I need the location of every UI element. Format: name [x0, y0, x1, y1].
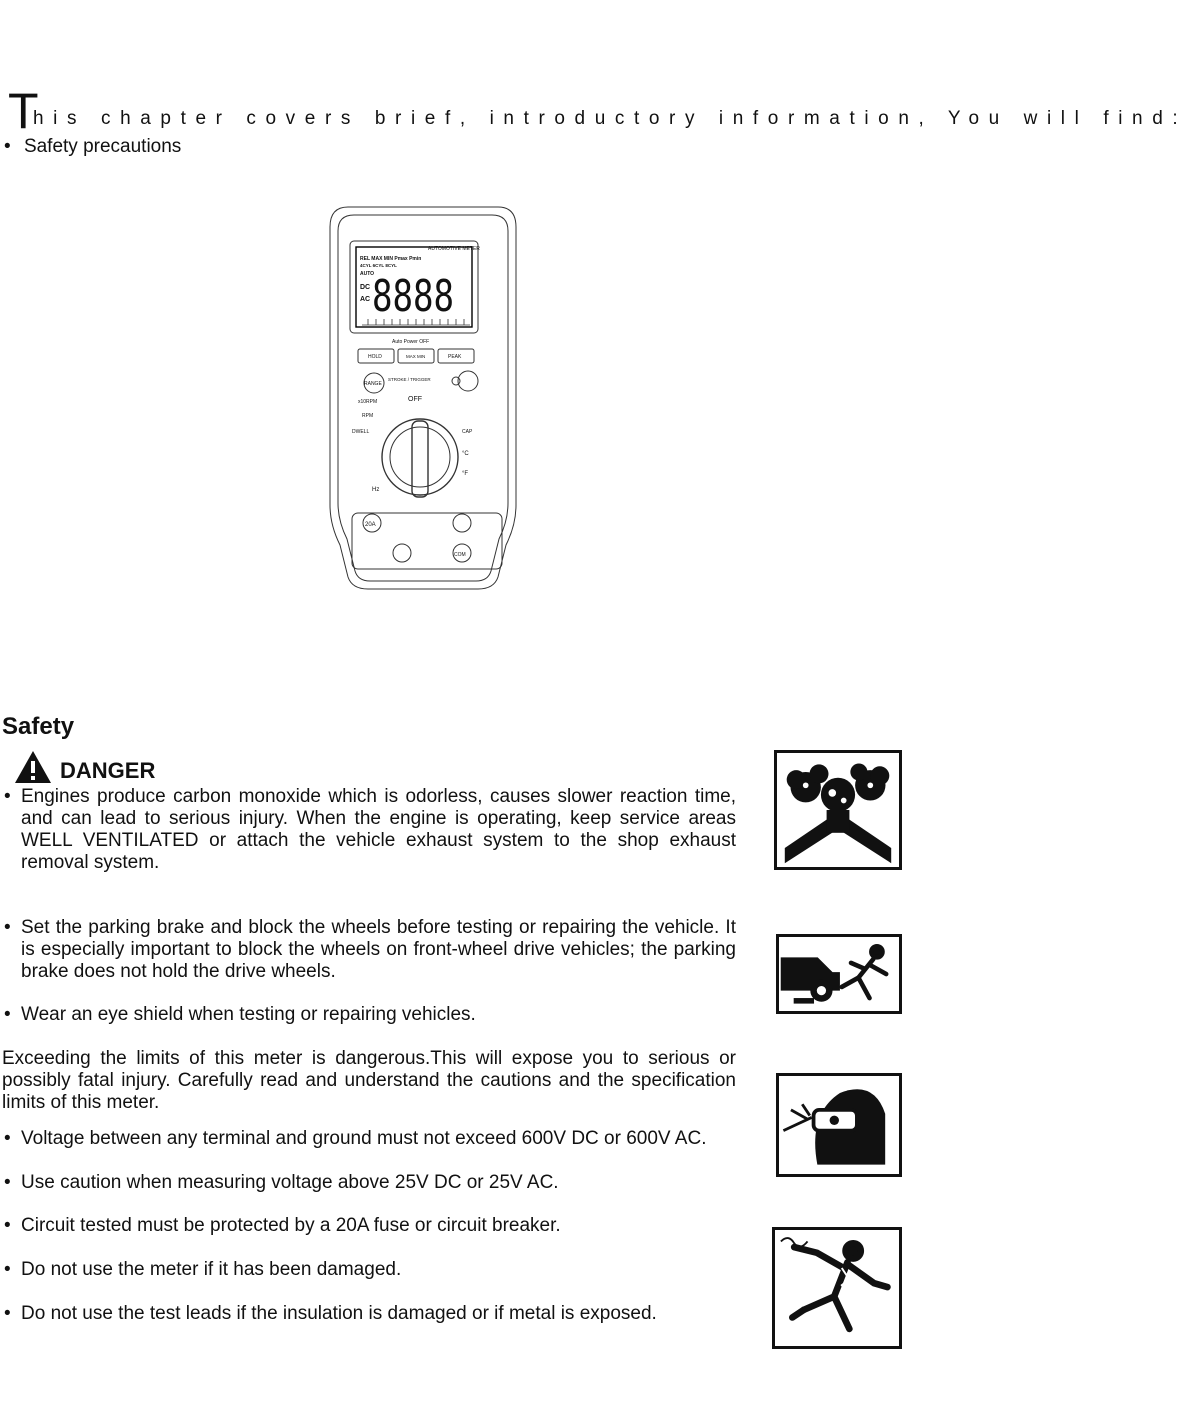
meter-dial-f: °F — [462, 471, 469, 477]
meter-dial-rpm: RPM — [362, 413, 374, 419]
limit-bullet-text: Do not use the test leads if the insulation is damaged or if metal is exposed. — [21, 1303, 657, 1324]
danger-bullet-text: Set the parking brake and block the wheels before testing or repairing the vehicle. It is especially important to block the wheels on front-wheel drive vehicles; the parking brake does not hold the drive wheels. — [21, 917, 736, 982]
meter-stroke-label: STROKE / TRIGGER — [388, 377, 431, 382]
intro-bullet-text: Safety precautions — [23, 136, 182, 157]
danger-bullet-text: Wear an eye shield when testing or repairing vehicles. — [21, 1004, 476, 1025]
meter-digits: 8888 — [372, 271, 454, 322]
meter-lcd-row1: REL MAX MIN Pmax Pmin — [360, 256, 422, 262]
bullet-dot: • — [4, 1128, 11, 1149]
meter-dial-c: °C — [462, 451, 469, 457]
meter-lcd-row2: 4CYL 6CYL 8CYL — [360, 263, 397, 268]
meter-dial-off: OFF — [408, 396, 422, 403]
intro-text: his chapter covers brief, introductory information, You will find: — [33, 108, 1187, 129]
safety-heading: Safety — [2, 713, 75, 740]
meter-peak-button: PEAK — [448, 354, 462, 360]
limit-bullet-text: Do not use the meter if it has been damaged. — [21, 1259, 402, 1280]
eye-protection-icon — [776, 1073, 902, 1177]
bullet-dot: • — [4, 136, 11, 157]
bullet-dot: • — [4, 1259, 11, 1280]
meter-auto-power: Auto Power OFF — [392, 339, 430, 345]
limit-bullet-text: Voltage between any terminal and ground must not exceed 600V DC or 600V AC. — [21, 1128, 707, 1149]
list-item — [4, 1215, 736, 1239]
meter-20a-jack: 20A — [365, 522, 376, 528]
list-item — [4, 1004, 736, 1028]
electric-shock-icon — [772, 1227, 902, 1349]
intro-line — [8, 83, 1187, 139]
meter-dial-x10rpm: x10RPM — [358, 399, 378, 405]
danger-bullet-text: Engines produce carbon monoxide which is odorless, causes slower reaction time, and can lead to serious injury. When the engine is operating, keep service areas WELL VENTILATED or attach the vehicle exhaust system to the shop exhaust removal system. — [21, 786, 736, 873]
meter-ac: AC — [360, 296, 371, 303]
bullet-dot: • — [4, 1215, 11, 1236]
list-item — [4, 1172, 736, 1196]
bullet-dot: • — [4, 1004, 11, 1025]
bullet-dot: • — [4, 786, 11, 807]
list-item — [4, 1259, 736, 1283]
multimeter-illustration — [328, 205, 518, 591]
meter-com-jack: COM — [454, 552, 466, 558]
intro-dropcap: T — [8, 83, 39, 139]
meter-maxmin-button: MAX MIN — [406, 354, 426, 359]
meter-dc: DC — [360, 284, 371, 291]
meter-dial-hz: Hz — [372, 487, 380, 493]
list-item — [4, 1303, 736, 1327]
intro-bullet — [4, 136, 181, 158]
list-item — [4, 1128, 736, 1152]
exhaust-fumes-icon — [774, 750, 902, 870]
limit-bullet-text: Use caution when measuring voltage above 25V DC or 25V AC. — [21, 1172, 559, 1193]
bullet-dot: • — [4, 917, 11, 938]
meter-auto: AUTO — [360, 271, 375, 277]
meter-dial-cap: CAP — [462, 429, 473, 435]
list-item — [4, 786, 736, 876]
danger-label: DANGER — [60, 758, 156, 783]
meter-dial-dwell: DWELL — [352, 429, 370, 435]
vehicle-rolling-icon — [776, 934, 902, 1014]
warning-triangle-icon — [14, 750, 52, 784]
list-item — [4, 917, 736, 985]
meter-range-button: RANGE — [364, 381, 382, 387]
bullet-dot: • — [4, 1172, 11, 1193]
limits-paragraph: Exceeding the limits of this meter is dangerous.This will expose you to serious or possibly fatal injury. Carefully read and understand the cautions and the specification limits of this meter. — [2, 1048, 736, 1113]
meter-title: AUTOMOTIVE METER — [428, 246, 480, 252]
limit-bullet-text: Circuit tested must be protected by a 20A fuse or circuit breaker. — [21, 1215, 561, 1236]
meter-hold-button: HOLD — [368, 354, 382, 360]
bullet-dot: • — [4, 1303, 11, 1324]
